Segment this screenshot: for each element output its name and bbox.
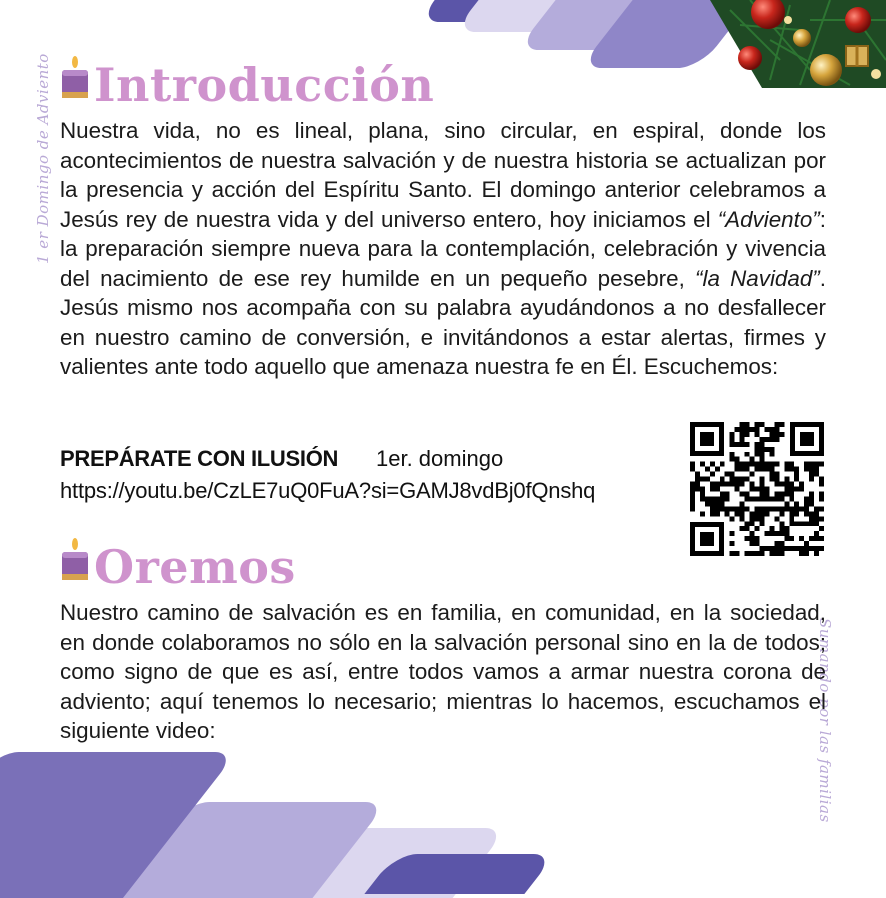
- intro-emphasis-adviento: “Adviento”: [717, 206, 820, 232]
- intro-heading: Introducción: [94, 58, 435, 112]
- qr-code[interactable]: [690, 422, 824, 556]
- side-caption-left: 1 er Domingo de Adviento: [34, 53, 52, 264]
- intro-text-1: Nuestra vida, no es lineal, plana, sino circular, en espiral, donde los acontecimientos de nuestra salvación y de nuestra historia se actualizan por la presencia y acción del Espíritu Santo. El domingo anterior celebramos a Jesús rey de nuestra vida y del universo entero, hoy iniciamos el: [60, 118, 826, 232]
- christmas-ornaments-image: [650, 0, 886, 88]
- prayer-heading: Oremos: [94, 540, 296, 594]
- video-link[interactable]: https://youtu.be/CzLE7uQ0FuA?si=GAMJ8vdBj0fQnshq: [60, 478, 596, 503]
- video-title: PREPÁRATE CON ILUSIÓN: [60, 446, 339, 471]
- side-caption-right: Sumando por las familias: [816, 618, 834, 823]
- video-subtitle: 1er. domingo: [376, 446, 504, 471]
- candle-icon: [60, 538, 90, 582]
- intro-emphasis-navidad: “la Navidad”: [695, 265, 820, 291]
- intro-text-3: . Jesús mismo nos acompaña con su palabra ayudándonos a no desfallecer en nuestro camino de conversión, e invitándonos a estar alertas, firmes y valientes ante todo aquello que amenaza nuestra fe en Él. Escuchemos:: [60, 265, 826, 379]
- prayer-paragraph: Nuestro camino de salvación es en familia, en comunidad, en la sociedad, en donde colaboramos no sólo en la salvación personal sino en la de todos; como signo de que es así, entre todos vamos a armar nuestra corona de adviento; aquí tenemos lo necesario; mientras lo hacemos, escuchamos el siguiente video:: [60, 600, 826, 743]
- intro-paragraph: [60, 116, 826, 382]
- intro-text-2: : la preparación siempre nueva para la contemplación, celebración y vivencia del nacimiento de ese rey humilde en un pequeño pesebre,: [60, 206, 826, 291]
- candle-icon: [60, 56, 90, 100]
